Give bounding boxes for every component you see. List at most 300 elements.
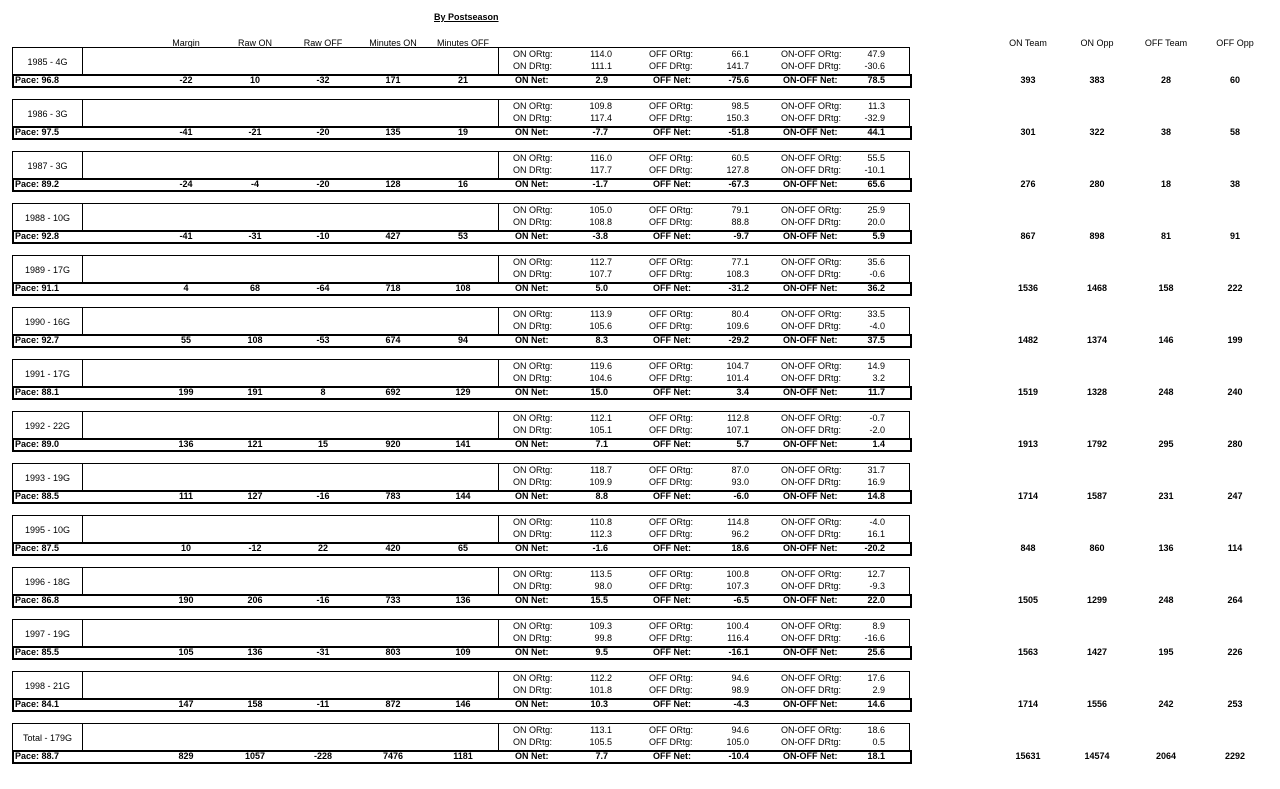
- margin-value: 199: [178, 387, 194, 397]
- on-drtg-label: ON DRtg:: [513, 217, 553, 227]
- off-team-value: 28: [1160, 75, 1172, 85]
- on-opp-value: 1468: [1086, 283, 1108, 293]
- row-label: 1993 - 19G: [13, 464, 83, 491]
- off-net-label: OFF Net:: [653, 647, 691, 657]
- table-row: [0, 619, 1280, 661]
- on-drtg-value: 109.9: [589, 477, 612, 487]
- on-opp-value: 383: [1089, 75, 1105, 85]
- raw-on-value: 10: [249, 75, 261, 85]
- row-label: 1997 - 19G: [13, 620, 83, 647]
- off-opp-value: 60: [1229, 75, 1241, 85]
- minutes-on-value: 692: [385, 387, 401, 397]
- off-drtg-value: 107.3: [726, 581, 749, 591]
- off-opp-value: 222: [1227, 283, 1243, 293]
- minutes-on-value: 135: [385, 127, 401, 137]
- minutes-off-value: 1181: [453, 751, 473, 761]
- on-net-value: 8.3: [595, 335, 608, 345]
- on-ortg-value: 118.7: [590, 465, 612, 475]
- on-drtg-value: 105.1: [589, 425, 612, 435]
- on-net-label: ON Net:: [515, 283, 549, 293]
- off-opp-value: 91: [1229, 231, 1241, 241]
- on-off-drtg-label: ON-OFF DRtg:: [781, 425, 841, 435]
- divider: [498, 464, 499, 491]
- pace-value: Pace: 89.0: [15, 439, 60, 449]
- on-ortg-value: 109.3: [589, 621, 612, 631]
- off-drtg-label: OFF DRtg:: [649, 737, 693, 747]
- pace-value: Pace: 89.2: [15, 179, 60, 189]
- minutes-on-value: 783: [385, 491, 401, 501]
- off-net-label: OFF Net:: [653, 439, 691, 449]
- off-drtg-value: 109.6: [726, 321, 749, 331]
- table-row: [0, 203, 1280, 245]
- off-drtg-label: OFF DRtg:: [649, 581, 693, 591]
- on-net-label: ON Net:: [515, 699, 549, 709]
- on-off-drtg-value: 16.9: [867, 477, 885, 487]
- on-net-label: ON Net:: [515, 439, 549, 449]
- on-off-net-value: 14.8: [867, 491, 885, 501]
- raw-on-value: -21: [248, 127, 262, 137]
- on-off-ortg-label: ON-OFF ORtg:: [781, 725, 842, 735]
- off-net-value: -4.3: [733, 699, 749, 709]
- on-off-net-label: ON-OFF Net:: [783, 335, 838, 345]
- on-off-net-value: 36.2: [867, 283, 885, 293]
- on-net-value: -1.7: [592, 179, 608, 189]
- off-opp-value: 247: [1227, 491, 1243, 501]
- off-net-value: -10.4: [728, 751, 749, 761]
- off-net-label: OFF Net:: [653, 75, 691, 85]
- table-row: [0, 411, 1280, 453]
- on-off-ortg-label: ON-OFF ORtg:: [781, 153, 842, 163]
- off-net-label: OFF Net:: [653, 543, 691, 553]
- on-off-ortg-label: ON-OFF ORtg:: [781, 621, 842, 631]
- on-opp-value: 1427: [1086, 647, 1108, 657]
- off-ortg-label: OFF ORtg:: [649, 257, 694, 267]
- on-off-net-label: ON-OFF Net:: [783, 647, 838, 657]
- on-off-net-value: 18.1: [867, 751, 885, 761]
- on-off-drtg-label: ON-OFF DRtg:: [781, 633, 841, 643]
- off-ortg-value: 60.5: [731, 153, 749, 163]
- off-ortg-value: 79.1: [731, 205, 749, 215]
- off-net-label: OFF Net:: [653, 231, 691, 241]
- on-off-net-label: ON-OFF Net:: [783, 283, 838, 293]
- minutes-off-value: 94: [457, 335, 469, 345]
- on-off-drtg-label: ON-OFF DRtg:: [781, 685, 841, 695]
- off-ortg-value: 98.5: [731, 101, 749, 111]
- on-team-value: 848: [1020, 543, 1036, 553]
- on-ortg-value: 112.7: [590, 257, 612, 267]
- off-net-value: -9.7: [733, 231, 749, 241]
- row-upper-box: [12, 307, 910, 334]
- minutes-on-value: 718: [385, 283, 401, 293]
- off-ortg-value: 114.8: [727, 517, 749, 527]
- off-net-value: -75.6: [728, 75, 749, 85]
- divider: [498, 620, 499, 647]
- table-row: [0, 151, 1280, 193]
- divider: [498, 204, 499, 231]
- off-net-label: OFF Net:: [653, 595, 691, 605]
- on-off-drtg-value: 0.5: [872, 737, 885, 747]
- off-opp-value: 38: [1229, 179, 1241, 189]
- margin-value: 105: [178, 647, 194, 657]
- table-row: [0, 567, 1280, 609]
- minutes-off-value: 21: [457, 75, 469, 85]
- on-off-drtg-value: -16.6: [864, 633, 885, 643]
- on-off-net-value: 78.5: [867, 75, 885, 85]
- row-upper-box: [12, 411, 910, 438]
- raw-off-value: -64: [316, 283, 330, 293]
- pace-value: Pace: 88.7: [15, 751, 60, 761]
- off-opp-value: 114: [1227, 543, 1243, 553]
- on-opp-value: 1556: [1086, 699, 1108, 709]
- on-team-value: 15631: [1015, 751, 1041, 761]
- row-upper-box: [12, 47, 910, 74]
- on-ortg-value: 116.0: [590, 153, 612, 163]
- on-off-net-label: ON-OFF Net:: [783, 127, 838, 137]
- raw-off-value: -32: [316, 75, 330, 85]
- on-ortg-label: ON ORtg:: [513, 205, 553, 215]
- raw-off-value: 22: [317, 543, 329, 553]
- on-ortg-value: 113.1: [590, 725, 612, 735]
- on-ortg-label: ON ORtg:: [513, 465, 553, 475]
- divider: [498, 48, 499, 75]
- minutes-on-value: 7476: [382, 751, 404, 761]
- on-team-value: 1505: [1017, 595, 1039, 605]
- off-ortg-value: 112.8: [727, 413, 749, 423]
- raw-on-value: 191: [247, 387, 263, 397]
- minutes-off-value: 146: [455, 699, 471, 709]
- off-drtg-value: 98.9: [731, 685, 749, 695]
- on-team-value: 1563: [1017, 647, 1039, 657]
- pace-value: Pace: 87.5: [15, 543, 60, 553]
- off-opp-value: 2292: [1224, 751, 1246, 761]
- on-team-value: 301: [1020, 127, 1036, 137]
- raw-off-value: 15: [317, 439, 329, 449]
- on-drtg-label: ON DRtg:: [513, 529, 553, 539]
- on-drtg-label: ON DRtg:: [513, 269, 553, 279]
- on-drtg-label: ON DRtg:: [513, 321, 553, 331]
- raw-off-value: -16: [316, 491, 330, 501]
- on-off-drtg-label: ON-OFF DRtg:: [781, 61, 841, 71]
- header-on-team: ON Team: [1009, 38, 1047, 48]
- on-ortg-label: ON ORtg:: [513, 257, 553, 267]
- on-ortg-label: ON ORtg:: [513, 569, 553, 579]
- divider: [498, 568, 499, 595]
- raw-on-value: 127: [247, 491, 263, 501]
- margin-value: -24: [179, 179, 193, 189]
- on-off-drtg-value: 3.2: [872, 373, 885, 383]
- minutes-off-value: 136: [455, 595, 471, 605]
- on-net-label: ON Net:: [515, 335, 549, 345]
- divider: [498, 360, 499, 387]
- header-margin: Margin: [172, 38, 200, 48]
- row-upper-box: [12, 359, 910, 386]
- on-net-value: -7.7: [592, 127, 608, 137]
- off-opp-value: 226: [1227, 647, 1243, 657]
- off-drtg-label: OFF DRtg:: [649, 217, 693, 227]
- raw-on-value: 108: [247, 335, 263, 345]
- off-team-value: 158: [1158, 283, 1174, 293]
- on-ortg-value: 113.9: [590, 309, 612, 319]
- header-off-opp: OFF Opp: [1216, 38, 1254, 48]
- on-off-drtg-label: ON-OFF DRtg:: [781, 737, 841, 747]
- off-net-value: -31.2: [728, 283, 749, 293]
- page-title: By Postseason: [434, 12, 499, 22]
- off-ortg-label: OFF ORtg:: [649, 517, 694, 527]
- on-off-drtg-label: ON-OFF DRtg:: [781, 477, 841, 487]
- raw-on-value: -31: [248, 231, 262, 241]
- minutes-off-value: 141: [455, 439, 471, 449]
- on-off-drtg-value: 16.1: [867, 529, 885, 539]
- off-net-value: -6.5: [733, 595, 749, 605]
- on-off-net-value: 37.5: [867, 335, 885, 345]
- off-net-label: OFF Net:: [653, 751, 691, 761]
- off-net-value: -67.3: [728, 179, 749, 189]
- on-drtg-label: ON DRtg:: [513, 165, 553, 175]
- on-team-value: 1519: [1017, 387, 1039, 397]
- divider: [498, 516, 499, 543]
- off-drtg-label: OFF DRtg:: [649, 61, 693, 71]
- row-label: 1992 - 22G: [13, 412, 83, 439]
- off-ortg-label: OFF ORtg:: [649, 49, 694, 59]
- on-drtg-label: ON DRtg:: [513, 373, 553, 383]
- margin-value: 147: [178, 699, 194, 709]
- on-opp-value: 280: [1089, 179, 1105, 189]
- on-net-value: 8.8: [595, 491, 608, 501]
- on-off-ortg-label: ON-OFF ORtg:: [781, 569, 842, 579]
- raw-off-value: -10: [316, 231, 330, 241]
- off-ortg-label: OFF ORtg:: [649, 153, 694, 163]
- on-ortg-label: ON ORtg:: [513, 413, 553, 423]
- on-opp-value: 1299: [1086, 595, 1108, 605]
- off-drtg-label: OFF DRtg:: [649, 425, 693, 435]
- on-team-value: 393: [1020, 75, 1036, 85]
- pace-value: Pace: 86.8: [15, 595, 60, 605]
- on-ortg-label: ON ORtg:: [513, 517, 553, 527]
- margin-value: 136: [178, 439, 194, 449]
- off-drtg-label: OFF DRtg:: [649, 321, 693, 331]
- table-row: [0, 463, 1280, 505]
- on-drtg-value: 101.8: [589, 685, 612, 695]
- table-row: [0, 47, 1280, 89]
- header-raw-on: Raw ON: [237, 38, 273, 48]
- off-net-label: OFF Net:: [653, 699, 691, 709]
- on-off-net-value: 22.0: [867, 595, 885, 605]
- off-drtg-label: OFF DRtg:: [649, 373, 693, 383]
- raw-off-value: -11: [316, 699, 330, 709]
- on-off-net-value: 25.6: [867, 647, 885, 657]
- on-off-net-value: 65.6: [867, 179, 885, 189]
- on-off-drtg-label: ON-OFF DRtg:: [781, 217, 841, 227]
- on-drtg-value: 105.5: [589, 737, 612, 747]
- off-team-value: 81: [1160, 231, 1172, 241]
- on-off-net-label: ON-OFF Net:: [783, 751, 838, 761]
- on-off-ortg-value: 8.9: [872, 621, 885, 631]
- on-off-net-value: 14.6: [867, 699, 885, 709]
- raw-off-value: -20: [316, 127, 330, 137]
- off-ortg-value: 94.6: [731, 673, 749, 683]
- minutes-on-value: 803: [385, 647, 401, 657]
- on-net-value: 9.5: [595, 647, 608, 657]
- minutes-off-value: 65: [457, 543, 469, 553]
- on-net-label: ON Net:: [515, 595, 549, 605]
- on-off-ortg-label: ON-OFF ORtg:: [781, 257, 842, 267]
- off-team-value: 146: [1158, 335, 1174, 345]
- on-off-net-label: ON-OFF Net:: [783, 179, 838, 189]
- off-opp-value: 240: [1227, 387, 1243, 397]
- off-ortg-label: OFF ORtg:: [649, 465, 694, 475]
- on-drtg-value: 99.8: [594, 633, 612, 643]
- off-net-value: -16.1: [728, 647, 749, 657]
- on-off-drtg-label: ON-OFF DRtg:: [781, 373, 841, 383]
- divider: [498, 412, 499, 439]
- off-drtg-label: OFF DRtg:: [649, 269, 693, 279]
- on-net-value: 10.3: [590, 699, 608, 709]
- raw-off-value: -53: [316, 335, 330, 345]
- on-off-ortg-value: 14.9: [867, 361, 885, 371]
- on-drtg-label: ON DRtg:: [513, 113, 553, 123]
- off-team-value: 231: [1158, 491, 1174, 501]
- off-team-value: 2064: [1155, 751, 1177, 761]
- minutes-on-value: 427: [385, 231, 401, 241]
- on-ortg-label: ON ORtg:: [513, 101, 553, 111]
- divider: [498, 724, 499, 751]
- on-off-net-label: ON-OFF Net:: [783, 491, 838, 501]
- off-net-label: OFF Net:: [653, 179, 691, 189]
- row-upper-box: [12, 619, 910, 646]
- row-upper-box: [12, 99, 910, 126]
- margin-value: 55: [180, 335, 192, 345]
- on-team-value: 1714: [1017, 491, 1039, 501]
- on-off-net-value: -20.2: [864, 543, 885, 553]
- on-ortg-label: ON ORtg:: [513, 361, 553, 371]
- on-off-ortg-label: ON-OFF ORtg:: [781, 101, 842, 111]
- on-off-drtg-value: 2.9: [872, 685, 885, 695]
- on-opp-value: 14574: [1084, 751, 1110, 761]
- off-drtg-value: 88.8: [731, 217, 749, 227]
- on-off-drtg-label: ON-OFF DRtg:: [781, 113, 841, 123]
- off-ortg-label: OFF ORtg:: [649, 309, 694, 319]
- off-ortg-label: OFF ORtg:: [649, 205, 694, 215]
- off-ortg-value: 66.1: [731, 49, 749, 59]
- minutes-off-value: 129: [455, 387, 471, 397]
- pace-value: Pace: 88.5: [15, 491, 60, 501]
- table-row: [0, 99, 1280, 141]
- on-off-net-label: ON-OFF Net:: [783, 699, 838, 709]
- margin-value: 4: [183, 283, 189, 293]
- row-upper-box: [12, 671, 910, 698]
- on-ortg-value: 112.2: [590, 673, 612, 683]
- on-drtg-value: 105.6: [589, 321, 612, 331]
- margin-value: 10: [180, 543, 192, 553]
- off-net-label: OFF Net:: [653, 127, 691, 137]
- divider: [498, 100, 499, 127]
- on-off-drtg-value: -30.6: [864, 61, 885, 71]
- row-label: 1987 - 3G: [13, 152, 83, 179]
- on-drtg-value: 104.6: [589, 373, 612, 383]
- on-off-ortg-label: ON-OFF ORtg:: [781, 205, 842, 215]
- raw-on-value: 136: [247, 647, 263, 657]
- on-drtg-label: ON DRtg:: [513, 581, 553, 591]
- on-drtg-label: ON DRtg:: [513, 685, 553, 695]
- minutes-off-value: 16: [457, 179, 469, 189]
- off-ortg-label: OFF ORtg:: [649, 621, 694, 631]
- margin-value: 190: [178, 595, 194, 605]
- on-drtg-value: 117.4: [590, 113, 612, 123]
- on-opp-value: 322: [1089, 127, 1105, 137]
- on-ortg-label: ON ORtg:: [513, 621, 553, 631]
- on-opp-value: 1374: [1086, 335, 1108, 345]
- off-net-value: 3.4: [736, 387, 749, 397]
- off-opp-value: 58: [1229, 127, 1241, 137]
- on-drtg-value: 98.0: [594, 581, 612, 591]
- off-drtg-label: OFF DRtg:: [649, 529, 693, 539]
- on-off-ortg-value: 33.5: [867, 309, 885, 319]
- on-off-drtg-value: -4.0: [869, 321, 885, 331]
- on-off-ortg-value: -0.7: [869, 413, 885, 423]
- off-ortg-label: OFF ORtg:: [649, 725, 694, 735]
- on-net-label: ON Net:: [515, 387, 549, 397]
- pace-value: Pace: 92.7: [15, 335, 60, 345]
- on-off-drtg-label: ON-OFF DRtg:: [781, 581, 841, 591]
- minutes-off-value: 108: [455, 283, 471, 293]
- row-label: 1998 - 21G: [13, 672, 83, 699]
- on-drtg-value: 107.7: [589, 269, 612, 279]
- raw-off-value: -20: [316, 179, 330, 189]
- off-net-label: OFF Net:: [653, 491, 691, 501]
- on-ortg-value: 109.8: [589, 101, 612, 111]
- on-ortg-value: 119.6: [590, 361, 612, 371]
- off-drtg-value: 107.1: [726, 425, 749, 435]
- on-off-drtg-value: -2.0: [869, 425, 885, 435]
- margin-value: -41: [179, 127, 193, 137]
- off-net-value: 5.7: [736, 439, 749, 449]
- raw-off-value: -16: [316, 595, 330, 605]
- row-label: 1990 - 16G: [13, 308, 83, 335]
- off-ortg-value: 87.0: [731, 465, 749, 475]
- on-opp-value: 1792: [1086, 439, 1108, 449]
- off-team-value: 248: [1158, 595, 1174, 605]
- on-net-value: -3.8: [592, 231, 608, 241]
- on-off-ortg-label: ON-OFF ORtg:: [781, 673, 842, 683]
- on-ortg-value: 114.0: [590, 49, 612, 59]
- on-net-value: 7.7: [595, 751, 608, 761]
- on-drtg-label: ON DRtg:: [513, 61, 553, 71]
- on-off-ortg-value: 31.7: [867, 465, 885, 475]
- on-net-value: 15.5: [590, 595, 608, 605]
- on-off-drtg-value: -0.6: [869, 269, 885, 279]
- pace-value: Pace: 96.8: [15, 75, 60, 85]
- table-row: [0, 671, 1280, 713]
- pace-value: Pace: 84.1: [15, 699, 60, 709]
- on-off-ortg-value: 47.9: [867, 49, 885, 59]
- header-minutes-on: Minutes ON: [369, 38, 417, 48]
- raw-on-value: 68: [249, 283, 261, 293]
- on-team-value: 867: [1020, 231, 1036, 241]
- minutes-on-value: 872: [385, 699, 401, 709]
- minutes-on-value: 920: [385, 439, 401, 449]
- on-off-drtg-label: ON-OFF DRtg:: [781, 165, 841, 175]
- raw-on-value: 158: [247, 699, 263, 709]
- raw-on-value: -4: [250, 179, 260, 189]
- minutes-off-value: 19: [457, 127, 469, 137]
- on-off-ortg-value: 18.6: [867, 725, 885, 735]
- off-opp-value: 280: [1227, 439, 1243, 449]
- on-off-drtg-value: -10.1: [864, 165, 885, 175]
- off-net-value: -51.8: [728, 127, 749, 137]
- off-ortg-label: OFF ORtg:: [649, 413, 694, 423]
- off-ortg-value: 100.4: [726, 621, 749, 631]
- minutes-on-value: 171: [385, 75, 401, 85]
